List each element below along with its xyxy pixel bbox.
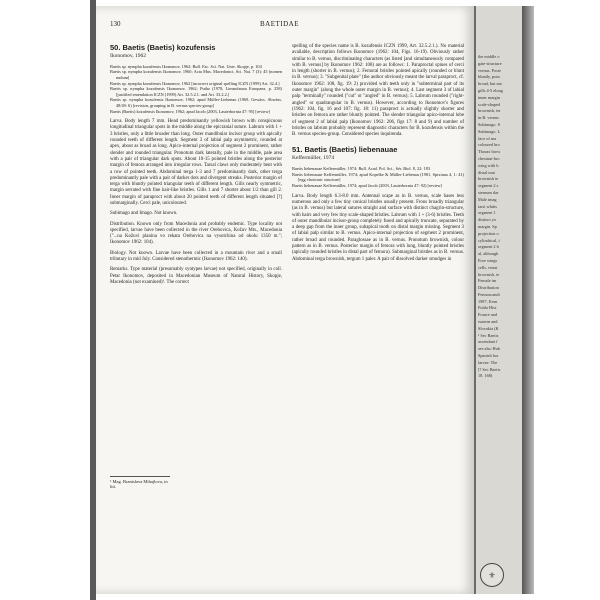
next-page-line: wing with b xyxy=(478,162,499,168)
next-page-line: Slovakia (K xyxy=(478,325,499,331)
next-page-line: Fulda Hist. xyxy=(478,305,498,311)
citation: Baetis liebenauae Keffermüller, 1974: Bull. Acad. Pol. Sci., Sér. Biol. 8, 22: 183 xyxy=(292,166,431,172)
next-page-line: Male imag xyxy=(478,196,497,202)
next-page-line: distinct yo xyxy=(478,217,497,223)
larva-paragraph: Larva. Body length 7 mm. Head predominantly yellowish brown with conspicuous longitudinal triangular spots in the middle along the epicranial suture. Labrum with 1 + 3 bristles, only a little broader than long. Outer mandibular incisor group with apically rounded teeth of different length. Segment 3 of labial palp asymmetric, rounded at apex, about as broad as long. Apico-internal projection of segment 2 prominent, rather slender and rounded triangular. Pronotum dark laterally, pale in the middle, pale area with a pair of triangular dark spots. About 10-15 pointed bristles along the posterior margin of femora arranged into irregular rows. Tarsal claws only moderately bent with a row of pointed teeth. Abdominal terga 1-3 and 7 predominantly dark, other terga predominantly pale with a pair of darker dots and divergent streaks. Posterior margin of terga with bluntly pointed triangular teeth of different length. Gills nearly symmetric, margin serrated with fine hair-like bristles. Gills 1 and 7 shorter about 1/2 than gill 2. Inner margin of paraproct with about 20 pointed teeth of different length situated [?] submarginally. Cerci pale, unicoloured. xyxy=(110,119,282,206)
next-page-line: bluntly, poin xyxy=(478,74,500,80)
species-50-title: 50. Baetis (Baetis) kozufensis xyxy=(110,43,216,52)
next-page-line: projection o xyxy=(478,230,499,236)
citation: Baetis sp. nympha kozufensis Ikonomov, 1962; Puthz (1978, Limnofauna Europaea, p. 258) [justified emendation ICZN (1999) Art. 32.5.2.1. and Art. 33.2.2.] xyxy=(110,86,282,97)
citation: Baetis liebenauae Keffermüller, 1974; apud Jacob (2003, Lauterbornia 47: 92) [review] xyxy=(292,183,443,189)
next-page-line: eastern and xyxy=(478,319,498,325)
subimago-paragraph: Subimago and Imago. Not known. xyxy=(110,211,178,217)
next-page-line: cylindrical, i xyxy=(478,237,500,243)
next-page-line: gills 4-5 elong xyxy=(478,87,503,93)
larva-paragraph: Larva. Body length 6.3-8.0 mm. Antennal scape as in B. vernus, scale bases less numerous and only a few tiny conical bristles usually present. Frons broadly triangular (as in B. vernus) but lateral sutures straight and surface with distinct chagrin-structure, with hairs and very few tiny scale-shaped bristles. Labrum with 1 + (3-6) bristles. Teeth of outer mandibular incisor-group completely fused and apically truncate, separated by a deep gap from the inner group, subapical tooth on distal margin missing. Segment 3 of labial palp similar to B. vernus. Apico-internal projection of segment 2 prominent, rather broad and rounded. Paraglossae as in B. vernus. Pronotum brownish, colour pattern as in B. vernus. Posterior margin of femora with long, bluntly pointed bristles (apically rounded bristles in distal part of femora). Submarginal bristles as in B. vernus. Abdominal terga brownish, tergum 1 paler. A pair of dissolved darker smudges in xyxy=(292,193,464,262)
next-page-line: brownish, ter xyxy=(478,108,501,114)
next-page-text xyxy=(478,54,522,380)
next-page-line: Spanish hor xyxy=(478,353,499,359)
remarks-continued: spelling of the species name is B. kozufensis ICZN 1999, Art. 32.5.2.1.). No material available, description follows Ikonomov (1962: 104, Figs. 16-19). Obviously rather similar to B. vernus, discriminating characters (as listed [and simultaneously compared with B. vernus] by Ikonomov 1962: 108) are as follows: 1. Paraproctal spines of cerci in length (shorter in B. vernus); 2. Femoral bristles pointed apically (rounded or blunt in B. vernus); 3. "Subgenital plate" (the author obviously meant the larval paraproct, cf. Ikonomov 1962: 108, fig. 19: 2) provided with teeth only in "subterminal part of its outer margin" (along the whole outer margin in B. vernus); 4. Last segment 3 of labial palp "terminally" rounded ("cut" or "angled" in B. vernus); 5. Labrum rounded ("right-angled" or quadrangular in B. vernus). However, according to Ikonomov's figures (1962: 104, fig. 16 and 107: fig. 18: 11) paraproct is actually slightly shorter and bristles on femora are rather bluntly pointed. The slender triangular apico-internal lobe of segment 2 of labial palp (Ikonomov 1962: 206, figs 17: 8 and 9) and number of bristles on labrum probably represent diagnostic characters for B. kozufensis within the B. vernus species-group. Considered species inquirenda. xyxy=(292,44,464,138)
next-page-line: segment 2 s xyxy=(478,183,499,189)
species-51-title: 51. Baetis (Baetis) liebenauae xyxy=(292,145,398,155)
next-page-line: segment 1 xyxy=(478,210,496,216)
next-page-line: 1987, Kern xyxy=(478,298,498,304)
species-51-author: Keffermüller, 1974 xyxy=(292,154,335,161)
next-page-line: the middle o xyxy=(478,54,500,59)
left-column xyxy=(110,44,282,290)
right-column xyxy=(292,44,464,267)
biology-paragraph: Biology. Not known. Larvae have been collected in a mountain river and a small tributary in mid July. Considered stenothermic (Ikonomov 1962: 140). xyxy=(110,250,282,263)
next-page-line: ascendant f xyxy=(478,339,498,345)
next-page-line: Thorax brow xyxy=(478,149,501,155)
citation: Baetis sp. nympha kozufensis Ikonomov, 1962 [incorrect original spelling ICZN (1999) Art. 32.4.] xyxy=(110,80,280,86)
citation: Baetis sp. nympha kozufensis Ikonomov, 1962: Bull. Fac. Sci. Nat. Univ. Skopje, p. 104 xyxy=(110,63,262,69)
next-page-line: Subimago. L xyxy=(478,128,501,134)
next-page-line: distal mar xyxy=(478,169,496,175)
next-page-line: Female im xyxy=(478,278,497,284)
page-number: 130 xyxy=(110,20,121,28)
next-page-line: brownish te xyxy=(478,176,499,182)
next-page-line: [? Sec Baetis xyxy=(478,366,501,372)
library-stamp-icon: ⚜ xyxy=(480,563,504,587)
running-head: BAETIDAE xyxy=(260,20,299,28)
next-page-line: inner margin xyxy=(478,94,500,100)
citation: Baetis liebenauae Keffermüller, 1974; apud Kopelke & Müller-Liebenau (1981, Spixiana 4, 1: 41) [egg chorionic structure] xyxy=(292,171,464,183)
next-page-line: gate-structure xyxy=(478,60,502,66)
book-page xyxy=(96,6,474,594)
next-page-line: France and xyxy=(478,312,497,318)
next-page-line: Distribution xyxy=(478,285,499,291)
next-page-line: al, although xyxy=(478,251,499,257)
remarks-paragraph: Remarks. Type material (presumably syntypes larvae) not specified, originally in coll. Petar Ikonomov, deposited in Macedonian Museum of Natural History, Skopje, Macedonia (not examined)¹. The correct xyxy=(110,267,282,285)
next-page-line: chestnut-bro xyxy=(478,155,500,161)
next-page-line: cells, venat xyxy=(478,264,498,270)
next-page-line: segment 2 b xyxy=(478,244,499,250)
next-page-edge xyxy=(474,6,524,594)
citation: Baetis sp. nympha kozufensis Ikonomov, 1962; apud Müller-Liebenau (1969, Gewäss. Abwäss. 48/49: 6) [revision, grouping in B. vernus species-group] xyxy=(110,97,282,108)
page-edge-shadow xyxy=(522,6,534,594)
next-page-line: brownish, te xyxy=(478,271,500,277)
next-page-line: face of ma xyxy=(478,135,497,141)
next-page-line: coloured bro xyxy=(478,142,500,148)
next-page-line: margin. Sp xyxy=(478,223,497,229)
next-page-line: Subimago. S xyxy=(478,121,500,127)
next-page-line: Fore wings xyxy=(478,257,498,263)
next-page-line: Fennoscandi xyxy=(478,291,500,297)
citation: Baetis (Baetis) kozufensis Ikonomov, 1962; apud Jacob (2003, Lauterbornia 47: 95) [review] xyxy=(110,108,270,114)
next-page-line: 18. 168) xyxy=(478,373,493,379)
next-page-line: tarsi whitis xyxy=(478,203,497,209)
next-page-line: ¹ Sec Baetis xyxy=(478,332,499,338)
footnote: ¹ Mag. Branislava Mihajlova, in litt. xyxy=(110,476,170,489)
citation: Baetis sp. nympha kozufensis Ikonomov, 1960; Acta Mus. Macedonici, Sci. Nat. 7 (3): 45 [nomen nudum] xyxy=(110,69,282,80)
species-50-author: Ikonomov, 1962 xyxy=(110,52,147,59)
next-page-line: vernus. Poste xyxy=(478,67,501,73)
next-page-line: larvae. The xyxy=(478,359,498,365)
next-page-line: see also Hub xyxy=(478,346,500,352)
distribution-paragraph: Distribution. Known only from Macedonia and probably endemic. Type locality not specified, larvae have been collected in the river Orehovica, Kožuv Mts., Macedonia ("...na Kožuvi planina vo rekata Orehovica na vysotchina od okolu 1350 m."; Ikonomov 1962: 104). xyxy=(110,221,282,246)
next-page-line: broad, but mo xyxy=(478,81,502,87)
next-page-line: in B. vernus xyxy=(478,115,499,121)
next-page-line: scale-shaped xyxy=(478,101,500,107)
next-page-line: sternum dar xyxy=(478,189,499,195)
